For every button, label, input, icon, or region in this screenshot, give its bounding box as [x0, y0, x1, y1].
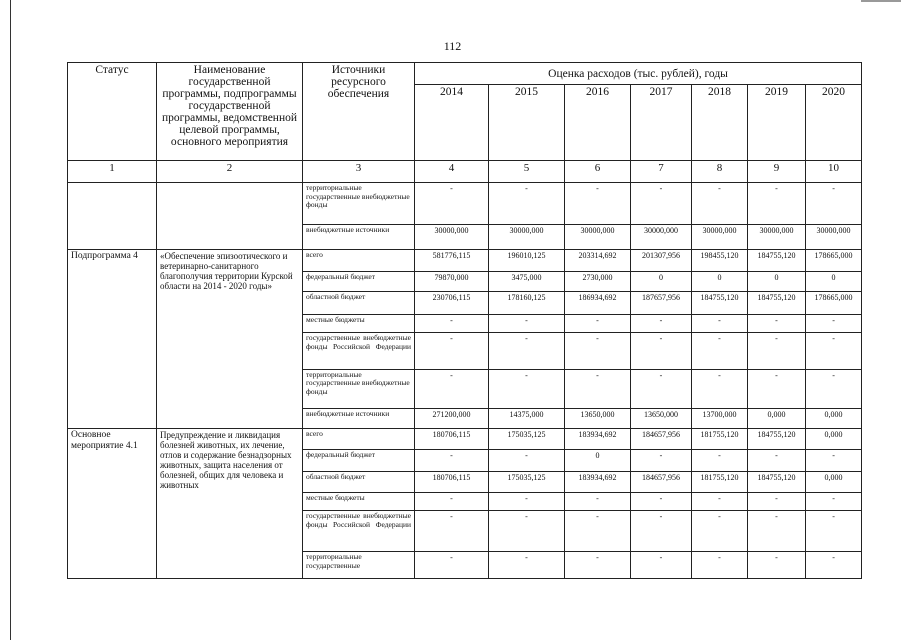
column-number: 2 [157, 161, 303, 183]
budget-table [67, 62, 862, 579]
amount-cell: - [806, 552, 862, 579]
funding-source: внебюджетные источники [303, 224, 415, 249]
amount-cell: - [565, 369, 631, 409]
column-number: 6 [565, 161, 631, 183]
amount-cell: 178160,125 [489, 292, 565, 315]
amount-cell: 184755,120 [748, 249, 806, 272]
amount-cell: 3475,000 [489, 272, 565, 292]
amount-cell: - [692, 183, 748, 225]
amount-cell: 184657,956 [631, 471, 692, 492]
amount-cell: 30000,000 [806, 224, 862, 249]
amount-cell: - [631, 493, 692, 511]
header-status: Статус [68, 63, 157, 161]
amount-cell: 0 [631, 272, 692, 292]
funding-source: внебюджетные источники [303, 409, 415, 428]
amount-cell: - [806, 314, 862, 332]
amount-cell: 13650,000 [631, 409, 692, 428]
funding-source: государственные внебюджетные фонды Российской Федерации [303, 333, 415, 369]
row-program-name: «Обеспечение эпизоотического и ветеринарно-санитарного благополучия территории Курской области на 2014 - 2020 годы» [157, 249, 303, 428]
amount-cell: - [415, 552, 489, 579]
amount-cell: 13700,000 [692, 409, 748, 428]
column-number: 4 [415, 161, 489, 183]
header-year: 2019 [748, 85, 806, 161]
amount-cell: 30000,000 [692, 224, 748, 249]
amount-cell: - [806, 369, 862, 409]
amount-cell: 178665,000 [806, 249, 862, 272]
amount-cell: 178665,000 [806, 292, 862, 315]
header-year: 2014 [415, 85, 489, 161]
amount-cell: - [806, 511, 862, 552]
funding-source: территориальные государственные [303, 552, 415, 579]
amount-cell: 2730,000 [565, 272, 631, 292]
amount-cell: 30000,000 [415, 224, 489, 249]
amount-cell: - [748, 511, 806, 552]
amount-cell: - [692, 511, 748, 552]
corner-mark [861, 0, 901, 2]
page-left-rule [10, 0, 11, 640]
header-year: 2016 [565, 85, 631, 161]
amount-cell: 186934,692 [565, 292, 631, 315]
amount-cell: - [489, 450, 565, 471]
amount-cell: - [748, 450, 806, 471]
amount-cell: 0 [692, 272, 748, 292]
amount-cell: 183934,692 [565, 428, 631, 449]
amount-cell: - [415, 369, 489, 409]
amount-cell: - [565, 333, 631, 369]
amount-cell: - [631, 369, 692, 409]
amount-cell: - [489, 333, 565, 369]
header-funding-sources: Источники ресурсного обеспечения [303, 63, 415, 161]
table-row [68, 183, 862, 225]
amount-cell: - [489, 552, 565, 579]
amount-cell: - [631, 333, 692, 369]
amount-cell: - [692, 314, 748, 332]
amount-cell: 198455,120 [692, 249, 748, 272]
row-status [68, 183, 157, 250]
amount-cell: 184755,120 [748, 292, 806, 315]
funding-source: федеральный бюджет [303, 450, 415, 471]
funding-source: государственные внебюджетные фонды Российской Федерации [303, 511, 415, 552]
column-number: 9 [748, 161, 806, 183]
amount-cell: 30000,000 [631, 224, 692, 249]
amount-cell: 183934,692 [565, 471, 631, 492]
amount-cell: 187657,956 [631, 292, 692, 315]
amount-cell: - [748, 552, 806, 579]
page-number: 112 [443, 39, 462, 53]
funding-source: всего [303, 249, 415, 272]
column-number: 8 [692, 161, 748, 183]
amount-cell: 175035,125 [489, 471, 565, 492]
funding-source: территориальные государственные внебюджетные фонды [303, 183, 415, 225]
header-expense-estimate: Оценка расходов (тыс. рублей), годы [415, 63, 862, 85]
amount-cell: - [631, 314, 692, 332]
row-program-name: Предупреждение и ликвидация болезней животных, их лечение, отлов и содержание безнадзорных животных, защита населения от болезней, общих для человека и животных [157, 428, 303, 578]
amount-cell: 30000,000 [565, 224, 631, 249]
amount-cell: 0 [806, 272, 862, 292]
table-body [68, 183, 862, 579]
amount-cell: - [415, 450, 489, 471]
amount-cell: 0 [748, 272, 806, 292]
amount-cell: 181755,120 [692, 471, 748, 492]
amount-cell: - [806, 183, 862, 225]
amount-cell: - [565, 493, 631, 511]
funding-source: федеральный бюджет [303, 272, 415, 292]
amount-cell: 581776,115 [415, 249, 489, 272]
column-number: 7 [631, 161, 692, 183]
amount-cell: 0,000 [806, 428, 862, 449]
funding-source: областной бюджет [303, 292, 415, 315]
amount-cell: - [631, 552, 692, 579]
row-program-name [157, 183, 303, 250]
amount-cell: 184755,120 [748, 471, 806, 492]
amount-cell: 230706,115 [415, 292, 489, 315]
amount-cell: - [748, 183, 806, 225]
amount-cell: - [415, 493, 489, 511]
amount-cell: - [631, 511, 692, 552]
amount-cell: - [565, 552, 631, 579]
amount-cell: - [806, 493, 862, 511]
amount-cell: 0,000 [806, 471, 862, 492]
table-row [68, 249, 862, 272]
amount-cell: - [748, 493, 806, 511]
amount-cell: - [489, 493, 565, 511]
amount-cell: - [692, 450, 748, 471]
amount-cell: - [415, 333, 489, 369]
amount-cell: - [806, 450, 862, 471]
amount-cell: 184657,956 [631, 428, 692, 449]
column-number: 10 [806, 161, 862, 183]
amount-cell: 0,000 [748, 409, 806, 428]
column-number: 5 [489, 161, 565, 183]
funding-source: областной бюджет [303, 471, 415, 492]
amount-cell: 196010,125 [489, 249, 565, 272]
amount-cell: 30000,000 [489, 224, 565, 249]
funding-source: местные бюджеты [303, 314, 415, 332]
column-number: 3 [303, 161, 415, 183]
amount-cell: 180706,115 [415, 428, 489, 449]
amount-cell: - [489, 369, 565, 409]
header-program-name: Наименование государственной программы, подпрограммы государственной программы, ведомственной целевой программы, основного мероприятия [157, 63, 303, 161]
amount-cell: - [489, 183, 565, 225]
funding-source: территориальные государственные внебюджетные фонды [303, 369, 415, 409]
amount-cell: - [489, 511, 565, 552]
column-number: 1 [68, 161, 157, 183]
amount-cell: - [748, 314, 806, 332]
amount-cell: 271200,000 [415, 409, 489, 428]
amount-cell: - [692, 493, 748, 511]
amount-cell: 184755,120 [748, 428, 806, 449]
amount-cell: 0,000 [806, 409, 862, 428]
table-row [68, 428, 862, 449]
amount-cell: 79870,000 [415, 272, 489, 292]
row-status: Подпрограмма 4 [68, 249, 157, 428]
amount-cell: - [806, 333, 862, 369]
amount-cell: 203314,692 [565, 249, 631, 272]
amount-cell: 184755,120 [692, 292, 748, 315]
amount-cell: 201307,956 [631, 249, 692, 272]
amount-cell: - [631, 450, 692, 471]
amount-cell: - [748, 369, 806, 409]
row-status: Основное мероприятие 4.1 [68, 428, 157, 578]
amount-cell: 180706,115 [415, 471, 489, 492]
amount-cell: 30000,000 [748, 224, 806, 249]
amount-cell: - [565, 183, 631, 225]
amount-cell: - [631, 183, 692, 225]
funding-source: местные бюджеты [303, 493, 415, 511]
amount-cell: 181755,120 [692, 428, 748, 449]
header-year: 2017 [631, 85, 692, 161]
amount-cell: - [748, 333, 806, 369]
header-year: 2015 [489, 85, 565, 161]
amount-cell: - [489, 314, 565, 332]
amount-cell: 13650,000 [565, 409, 631, 428]
amount-cell: 0 [565, 450, 631, 471]
amount-cell: - [415, 183, 489, 225]
amount-cell: - [415, 314, 489, 332]
amount-cell: 175035,125 [489, 428, 565, 449]
header-year: 2020 [806, 85, 862, 161]
amount-cell: - [692, 369, 748, 409]
header-year: 2018 [692, 85, 748, 161]
amount-cell: 14375,000 [489, 409, 565, 428]
amount-cell: - [565, 511, 631, 552]
amount-cell: - [415, 511, 489, 552]
amount-cell: - [692, 552, 748, 579]
funding-source: всего [303, 428, 415, 449]
amount-cell: - [692, 333, 748, 369]
amount-cell: - [565, 314, 631, 332]
